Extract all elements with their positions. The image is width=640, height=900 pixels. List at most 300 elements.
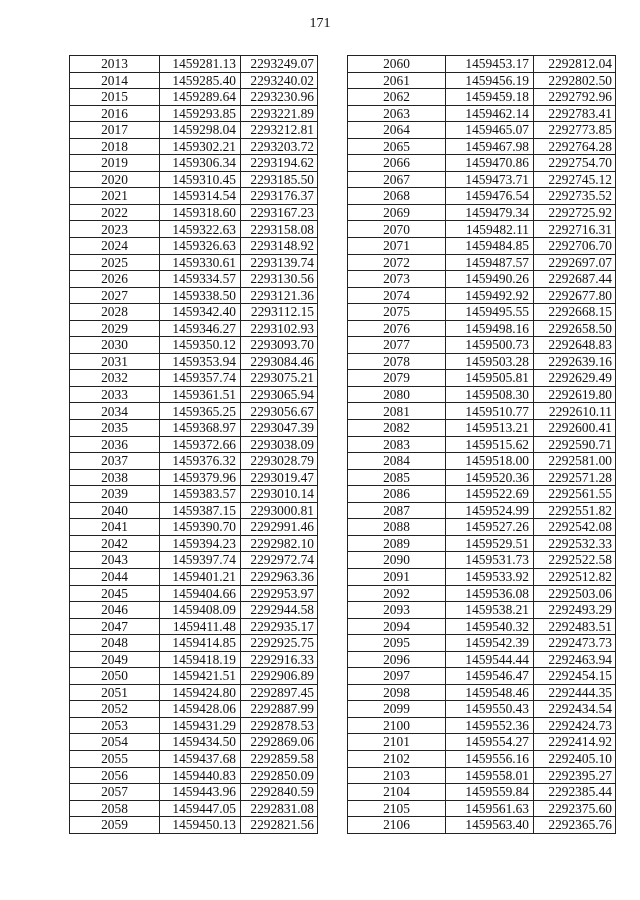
x-coordinate-cell: 1459536.08 [446,585,534,602]
y-coordinate-cell: 2292792.96 [534,89,616,106]
y-coordinate-cell: 2292610.11 [534,403,616,420]
table-row [70,304,318,321]
point-number-cell: 2018 [70,138,160,155]
y-coordinate-cell: 2292414.92 [534,734,616,751]
x-coordinate-cell: 1459538.21 [446,602,534,619]
point-number-cell: 2048 [70,635,160,652]
x-coordinate-cell: 1459342.40 [160,304,241,321]
y-coordinate-cell: 2292850.09 [241,767,318,784]
x-coordinate-cell: 1459479.34 [446,204,534,221]
y-coordinate-cell: 2292434.54 [534,701,616,718]
x-coordinate-cell: 1459498.16 [446,320,534,337]
table-row [348,370,616,387]
y-coordinate-cell: 2293130.56 [241,271,318,288]
table-row [348,784,616,801]
x-coordinate-cell: 1459338.50 [160,287,241,304]
y-coordinate-cell: 2292802.50 [534,72,616,89]
y-coordinate-cell: 2293158.08 [241,221,318,238]
point-number-cell: 2082 [348,420,446,437]
x-coordinate-cell: 1459428.06 [160,701,241,718]
y-coordinate-cell: 2292897.45 [241,684,318,701]
point-number-cell: 2072 [348,254,446,271]
point-number-cell: 2103 [348,767,446,784]
point-number-cell: 2084 [348,453,446,470]
point-number-cell: 2085 [348,469,446,486]
table-row [70,370,318,387]
table-row [70,171,318,188]
table-row [348,72,616,89]
table-row [348,238,616,255]
table-row [70,122,318,139]
x-coordinate-cell: 1459503.28 [446,353,534,370]
y-coordinate-cell: 2292716.31 [534,221,616,238]
table-row [70,552,318,569]
y-coordinate-cell: 2292581.00 [534,453,616,470]
point-number-cell: 2043 [70,552,160,569]
point-number-cell: 2081 [348,403,446,420]
point-number-cell: 2040 [70,502,160,519]
x-coordinate-cell: 1459513.21 [446,420,534,437]
coordinates-table-right [347,55,616,834]
table-row [348,204,616,221]
x-coordinate-cell: 1459450.13 [160,817,241,834]
x-coordinate-cell: 1459482.11 [446,221,534,238]
table-row [70,56,318,73]
y-coordinate-cell: 2292869.06 [241,734,318,751]
y-coordinate-cell: 2292522.58 [534,552,616,569]
x-coordinate-cell: 1459326.63 [160,238,241,255]
table-row [70,72,318,89]
point-number-cell: 2020 [70,171,160,188]
point-number-cell: 2030 [70,337,160,354]
point-number-cell: 2066 [348,155,446,172]
table-row [70,535,318,552]
coordinates-table-left [69,55,318,834]
table-row [70,618,318,635]
y-coordinate-cell: 2293212.81 [241,122,318,139]
x-coordinate-cell: 1459492.92 [446,287,534,304]
point-number-cell: 2080 [348,386,446,403]
point-number-cell: 2038 [70,469,160,486]
table-row [348,122,616,139]
y-coordinate-cell: 2292773.85 [534,122,616,139]
table-row [348,403,616,420]
point-number-cell: 2049 [70,651,160,668]
table-row [348,635,616,652]
point-number-cell: 2052 [70,701,160,718]
x-coordinate-cell: 1459554.27 [446,734,534,751]
x-coordinate-cell: 1459548.46 [446,684,534,701]
point-number-cell: 2097 [348,668,446,685]
x-coordinate-cell: 1459550.43 [446,701,534,718]
table-row [348,304,616,321]
y-coordinate-cell: 2292725.92 [534,204,616,221]
point-number-cell: 2031 [70,353,160,370]
y-coordinate-cell: 2292365.76 [534,817,616,834]
x-coordinate-cell: 1459302.21 [160,138,241,155]
point-number-cell: 2064 [348,122,446,139]
point-number-cell: 2102 [348,750,446,767]
table-row [70,436,318,453]
point-number-cell: 2051 [70,684,160,701]
table-row [70,386,318,403]
y-coordinate-cell: 2293010.14 [241,486,318,503]
x-coordinate-cell: 1459456.19 [446,72,534,89]
x-coordinate-cell: 1459462.14 [446,105,534,122]
x-coordinate-cell: 1459390.70 [160,519,241,536]
table-row [70,635,318,652]
y-coordinate-cell: 2292483.51 [534,618,616,635]
table-row [348,287,616,304]
table-row [348,56,616,73]
y-coordinate-cell: 2292639.16 [534,353,616,370]
table-row [70,320,318,337]
table-row [348,618,616,635]
y-coordinate-cell: 2293139.74 [241,254,318,271]
y-coordinate-cell: 2292963.36 [241,568,318,585]
y-coordinate-cell: 2292982.10 [241,535,318,552]
table-row [70,717,318,734]
y-coordinate-cell: 2293194.62 [241,155,318,172]
table-row [70,337,318,354]
y-coordinate-cell: 2292454.15 [534,668,616,685]
y-coordinate-cell: 2293240.02 [241,72,318,89]
y-coordinate-cell: 2292473.73 [534,635,616,652]
y-coordinate-cell: 2292878.53 [241,717,318,734]
x-coordinate-cell: 1459544.44 [446,651,534,668]
point-number-cell: 2077 [348,337,446,354]
point-number-cell: 2058 [70,800,160,817]
point-number-cell: 2078 [348,353,446,370]
x-coordinate-cell: 1459414.85 [160,635,241,652]
x-coordinate-cell: 1459465.07 [446,122,534,139]
y-coordinate-cell: 2292619.80 [534,386,616,403]
y-coordinate-cell: 2293203.72 [241,138,318,155]
point-number-cell: 2065 [348,138,446,155]
y-coordinate-cell: 2293000.81 [241,502,318,519]
table-row [348,767,616,784]
table-row [348,337,616,354]
y-coordinate-cell: 2292687.44 [534,271,616,288]
point-number-cell: 2083 [348,436,446,453]
point-number-cell: 2068 [348,188,446,205]
point-number-cell: 2024 [70,238,160,255]
x-coordinate-cell: 1459453.17 [446,56,534,73]
y-coordinate-cell: 2292590.71 [534,436,616,453]
table-row [70,519,318,536]
x-coordinate-cell: 1459322.63 [160,221,241,238]
table-row [70,155,318,172]
table-row [348,420,616,437]
x-coordinate-cell: 1459533.92 [446,568,534,585]
x-coordinate-cell: 1459552.36 [446,717,534,734]
table-row [70,684,318,701]
table-row [348,188,616,205]
x-coordinate-cell: 1459376.32 [160,453,241,470]
x-coordinate-cell: 1459383.57 [160,486,241,503]
y-coordinate-cell: 2292629.49 [534,370,616,387]
x-coordinate-cell: 1459556.16 [446,750,534,767]
point-number-cell: 2032 [70,370,160,387]
table-row [70,204,318,221]
y-coordinate-cell: 2292706.70 [534,238,616,255]
y-coordinate-cell: 2292493.29 [534,602,616,619]
table-row [348,453,616,470]
x-coordinate-cell: 1459459.18 [446,89,534,106]
table-row [70,486,318,503]
x-coordinate-cell: 1459298.04 [160,122,241,139]
table-row [348,155,616,172]
y-coordinate-cell: 2293093.70 [241,337,318,354]
x-coordinate-cell: 1459357.74 [160,370,241,387]
y-coordinate-cell: 2292764.28 [534,138,616,155]
x-coordinate-cell: 1459334.57 [160,271,241,288]
y-coordinate-cell: 2292972.74 [241,552,318,569]
point-number-cell: 2047 [70,618,160,635]
y-coordinate-cell: 2293065.94 [241,386,318,403]
y-coordinate-cell: 2292783.41 [534,105,616,122]
point-number-cell: 2061 [348,72,446,89]
point-number-cell: 2054 [70,734,160,751]
point-number-cell: 2074 [348,287,446,304]
x-coordinate-cell: 1459372.66 [160,436,241,453]
y-coordinate-cell: 2292735.52 [534,188,616,205]
page-number: 171 [309,16,331,31]
table-row [348,651,616,668]
x-coordinate-cell: 1459368.97 [160,420,241,437]
point-number-cell: 2057 [70,784,160,801]
x-coordinate-cell: 1459353.94 [160,353,241,370]
x-coordinate-cell: 1459563.40 [446,817,534,834]
x-coordinate-cell: 1459510.77 [446,403,534,420]
table-row [70,420,318,437]
y-coordinate-cell: 2292561.55 [534,486,616,503]
x-coordinate-cell: 1459558.01 [446,767,534,784]
table-row [348,568,616,585]
y-coordinate-cell: 2292385.44 [534,784,616,801]
point-number-cell: 2035 [70,420,160,437]
y-coordinate-cell: 2293019.47 [241,469,318,486]
point-number-cell: 2106 [348,817,446,834]
point-number-cell: 2104 [348,784,446,801]
point-number-cell: 2025 [70,254,160,271]
point-number-cell: 2017 [70,122,160,139]
x-coordinate-cell: 1459443.96 [160,784,241,801]
x-coordinate-cell: 1459484.85 [446,238,534,255]
point-number-cell: 2105 [348,800,446,817]
point-number-cell: 2099 [348,701,446,718]
x-coordinate-cell: 1459522.69 [446,486,534,503]
y-coordinate-cell: 2293176.37 [241,188,318,205]
x-coordinate-cell: 1459285.40 [160,72,241,89]
table-row [70,221,318,238]
x-coordinate-cell: 1459527.26 [446,519,534,536]
x-coordinate-cell: 1459467.98 [446,138,534,155]
point-number-cell: 2037 [70,453,160,470]
y-coordinate-cell: 2292812.04 [534,56,616,73]
table-row [348,254,616,271]
point-number-cell: 2050 [70,668,160,685]
point-number-cell: 2015 [70,89,160,106]
y-coordinate-cell: 2292648.83 [534,337,616,354]
y-coordinate-cell: 2293047.39 [241,420,318,437]
point-number-cell: 2059 [70,817,160,834]
y-coordinate-cell: 2292991.46 [241,519,318,536]
y-coordinate-cell: 2292754.70 [534,155,616,172]
x-coordinate-cell: 1459529.51 [446,535,534,552]
table-row [348,535,616,552]
point-number-cell: 2013 [70,56,160,73]
x-coordinate-cell: 1459508.30 [446,386,534,403]
point-number-cell: 2101 [348,734,446,751]
point-number-cell: 2067 [348,171,446,188]
table-body-right [348,56,616,834]
x-coordinate-cell: 1459540.32 [446,618,534,635]
y-coordinate-cell: 2292906.89 [241,668,318,685]
x-coordinate-cell: 1459346.27 [160,320,241,337]
point-number-cell: 2088 [348,519,446,536]
y-coordinate-cell: 2292697.07 [534,254,616,271]
x-coordinate-cell: 1459520.36 [446,469,534,486]
y-coordinate-cell: 2293249.07 [241,56,318,73]
x-coordinate-cell: 1459394.23 [160,535,241,552]
point-number-cell: 2042 [70,535,160,552]
y-coordinate-cell: 2292375.60 [534,800,616,817]
y-coordinate-cell: 2292551.82 [534,502,616,519]
x-coordinate-cell: 1459500.73 [446,337,534,354]
table-row [70,238,318,255]
y-coordinate-cell: 2292840.59 [241,784,318,801]
table-row [348,817,616,834]
point-number-cell: 2060 [348,56,446,73]
x-coordinate-cell: 1459421.51 [160,668,241,685]
x-coordinate-cell: 1459401.21 [160,568,241,585]
y-coordinate-cell: 2293102.93 [241,320,318,337]
y-coordinate-cell: 2293028.79 [241,453,318,470]
x-coordinate-cell: 1459281.13 [160,56,241,73]
y-coordinate-cell: 2293075.21 [241,370,318,387]
point-number-cell: 2039 [70,486,160,503]
table-row [70,188,318,205]
y-coordinate-cell: 2293056.67 [241,403,318,420]
x-coordinate-cell: 1459476.54 [446,188,534,205]
table-row [70,271,318,288]
table-row [70,502,318,519]
x-coordinate-cell: 1459293.85 [160,105,241,122]
point-number-cell: 2045 [70,585,160,602]
x-coordinate-cell: 1459387.15 [160,502,241,519]
y-coordinate-cell: 2292542.08 [534,519,616,536]
y-coordinate-cell: 2293230.96 [241,89,318,106]
point-number-cell: 2076 [348,320,446,337]
y-coordinate-cell: 2292571.28 [534,469,616,486]
table-row [348,469,616,486]
y-coordinate-cell: 2292503.06 [534,585,616,602]
table-row [348,800,616,817]
table-row [70,287,318,304]
table-row [348,684,616,701]
point-number-cell: 2027 [70,287,160,304]
table-row [348,502,616,519]
x-coordinate-cell: 1459418.19 [160,651,241,668]
table-row [348,221,616,238]
point-number-cell: 2087 [348,502,446,519]
y-coordinate-cell: 2292916.33 [241,651,318,668]
table-row [348,668,616,685]
y-coordinate-cell: 2292395.27 [534,767,616,784]
x-coordinate-cell: 1459437.68 [160,750,241,767]
y-coordinate-cell: 2292532.33 [534,535,616,552]
table-row [70,668,318,685]
table-row [348,105,616,122]
point-number-cell: 2092 [348,585,446,602]
point-number-cell: 2033 [70,386,160,403]
y-coordinate-cell: 2292463.94 [534,651,616,668]
table-row [70,453,318,470]
table-row [70,254,318,271]
x-coordinate-cell: 1459361.51 [160,386,241,403]
y-coordinate-cell: 2292405.10 [534,750,616,767]
y-coordinate-cell: 2293038.09 [241,436,318,453]
point-number-cell: 2094 [348,618,446,635]
table-row [348,89,616,106]
point-number-cell: 2079 [348,370,446,387]
table-row [70,767,318,784]
table-row [348,436,616,453]
y-coordinate-cell: 2292444.35 [534,684,616,701]
x-coordinate-cell: 1459408.09 [160,602,241,619]
table-row [70,800,318,817]
point-number-cell: 2014 [70,72,160,89]
table-row [348,138,616,155]
table-row [348,750,616,767]
y-coordinate-cell: 2292859.58 [241,750,318,767]
y-coordinate-cell: 2292600.41 [534,420,616,437]
point-number-cell: 2029 [70,320,160,337]
point-number-cell: 2075 [348,304,446,321]
x-coordinate-cell: 1459318.60 [160,204,241,221]
x-coordinate-cell: 1459561.63 [446,800,534,817]
table-row [70,585,318,602]
table-row [348,271,616,288]
point-number-cell: 2090 [348,552,446,569]
y-coordinate-cell: 2292887.99 [241,701,318,718]
x-coordinate-cell: 1459515.62 [446,436,534,453]
table-row [70,89,318,106]
point-number-cell: 2022 [70,204,160,221]
point-number-cell: 2044 [70,568,160,585]
x-coordinate-cell: 1459505.81 [446,370,534,387]
point-number-cell: 2053 [70,717,160,734]
y-coordinate-cell: 2293112.15 [241,304,318,321]
x-coordinate-cell: 1459411.48 [160,618,241,635]
y-coordinate-cell: 2293167.23 [241,204,318,221]
table-row [348,519,616,536]
table-row [348,386,616,403]
table-row [70,138,318,155]
table-body-left [70,56,318,834]
table-row [70,750,318,767]
point-number-cell: 2056 [70,767,160,784]
table-row [348,320,616,337]
x-coordinate-cell: 1459404.66 [160,585,241,602]
point-number-cell: 2069 [348,204,446,221]
x-coordinate-cell: 1459487.57 [446,254,534,271]
point-number-cell: 2019 [70,155,160,172]
table-row [70,469,318,486]
table-row [348,353,616,370]
point-number-cell: 2095 [348,635,446,652]
